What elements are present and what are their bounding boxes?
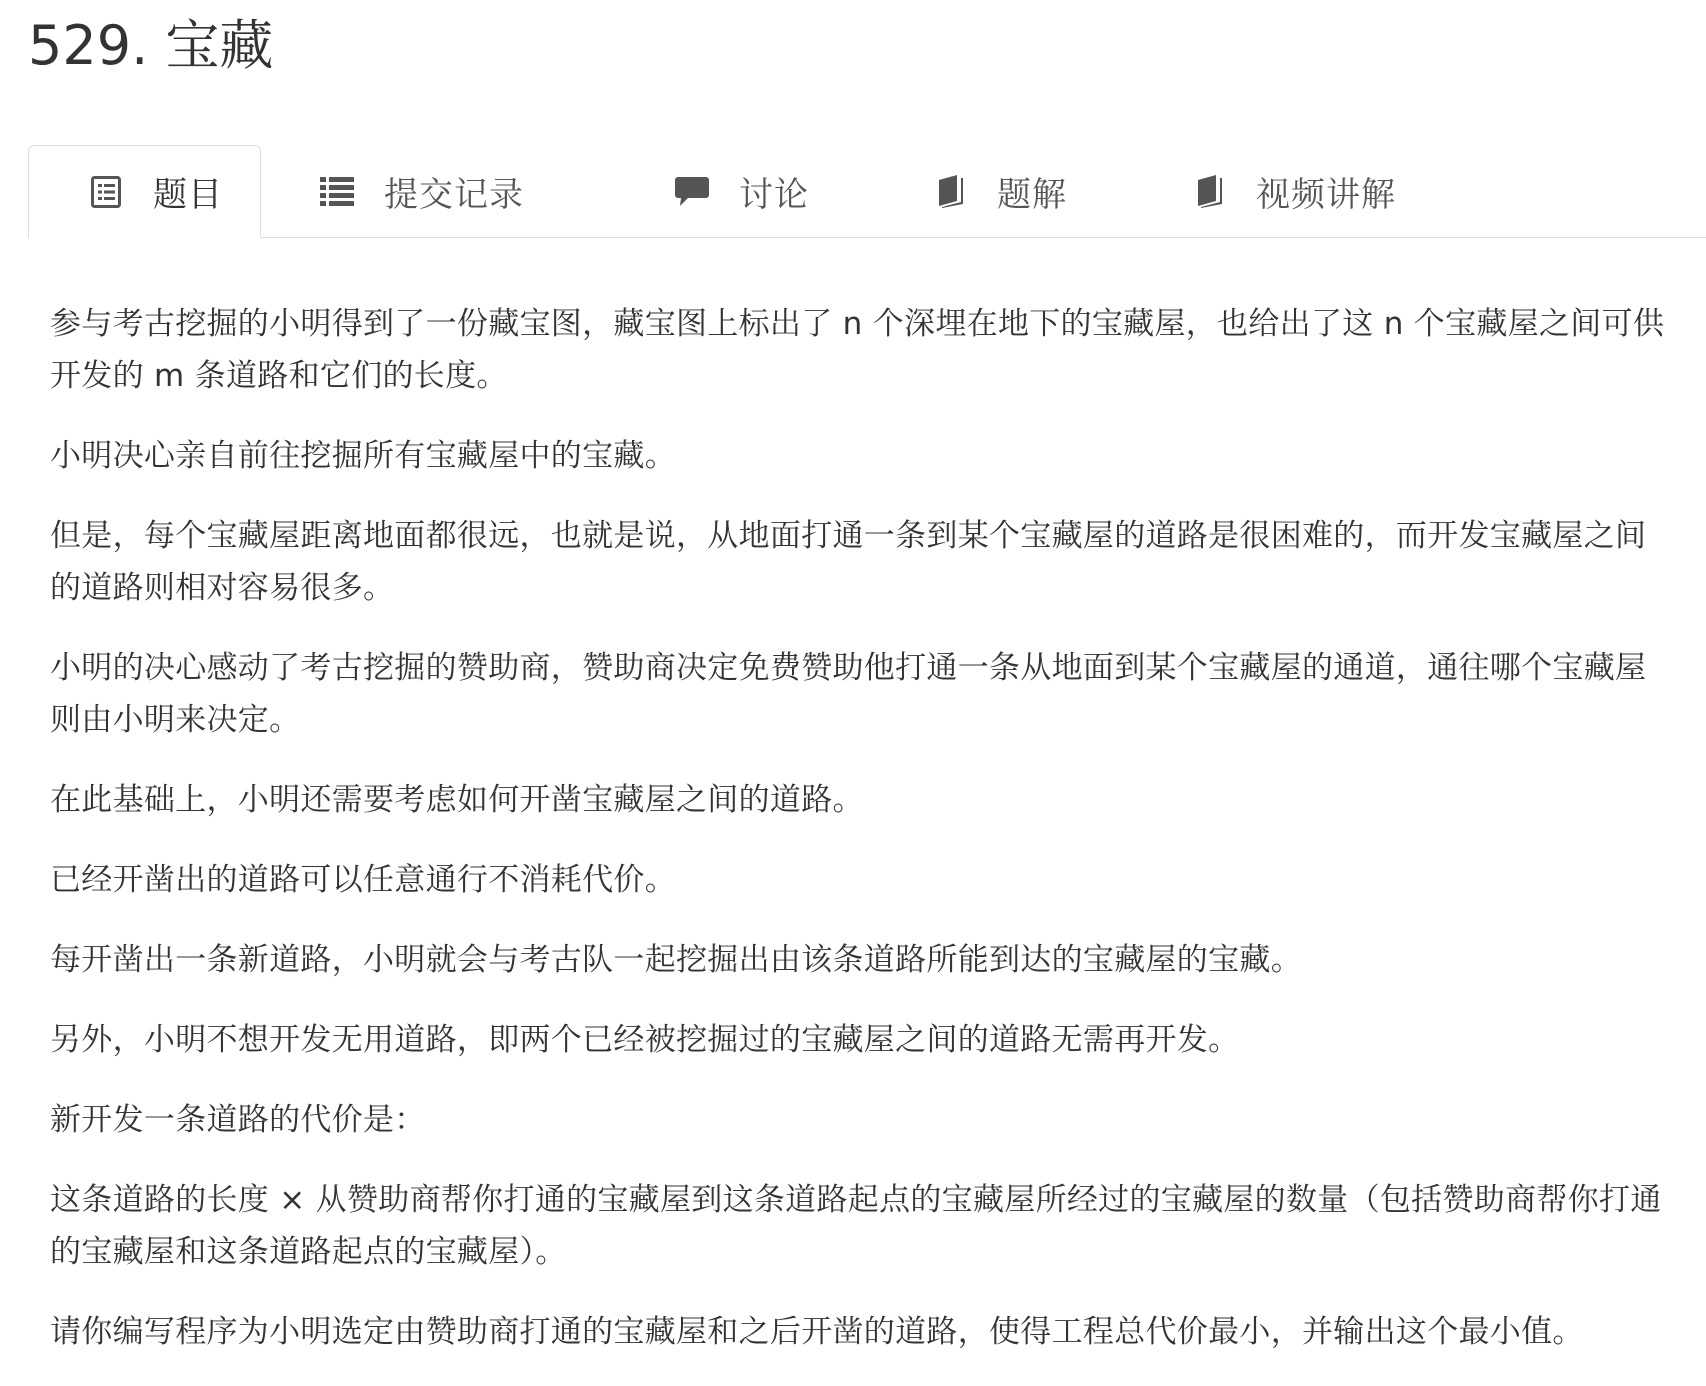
problem-paragraph: 在此基础上，小明还需要考虑如何开凿宝藏屋之间的道路。 <box>50 782 864 818</box>
book-icon <box>931 172 969 210</box>
problem-paragraph: 已经开凿出的道路可以任意通行不消耗代价。 <box>50 862 676 898</box>
document-list-icon <box>87 173 125 211</box>
book-icon <box>1190 172 1228 210</box>
problem-paragraph: 请你编写程序为小明选定由赞助商打通的宝藏屋和之后开凿的道路，使得工程总代价最小，并输出这个最小值。 <box>50 1314 1584 1350</box>
list-icon <box>318 172 356 210</box>
tab-bar <box>28 145 1706 238</box>
tab-label: 讨论 <box>739 174 809 215</box>
tab-label: 题解 <box>997 174 1067 215</box>
tab-discussion[interactable] <box>673 145 809 237</box>
tab-label: 视频讲解 <box>1256 174 1396 215</box>
problem-description <box>50 298 1670 1386</box>
problem-paragraph: 新开发一条道路的代价是： <box>50 1102 426 1138</box>
problem-paragraph: 另外，小明不想开发无用道路，即两个已经被挖掘过的宝藏屋之间的道路无需再开发。 <box>50 1022 1240 1058</box>
tab-label: 提交记录 <box>384 174 524 215</box>
problem-paragraph: 每开凿出一条新道路，小明就会与考古队一起挖掘出由该条道路所能到达的宝藏屋的宝藏。 <box>50 942 1302 978</box>
comment-icon <box>673 172 711 210</box>
page-title: 529. 宝藏 <box>28 14 274 77</box>
tab-solutions[interactable] <box>931 145 1067 237</box>
problem-paragraph: 参与考古挖掘的小明得到了一份藏宝图，藏宝图上标出了 n 个深埋在地下的宝藏屋，也给出了这 n 个宝藏屋之间可供开发的 m 条道路和它们的长度。 <box>50 306 1665 394</box>
problem-paragraph: 但是，每个宝藏屋距离地面都很远，也就是说，从地面打通一条到某个宝藏屋的道路是很困难的，而开发宝藏屋之间的道路则相对容易很多。 <box>50 518 1647 606</box>
problem-paragraph: 小明决心亲自前往挖掘所有宝藏屋中的宝藏。 <box>50 438 676 474</box>
tab-problem[interactable] <box>28 145 261 238</box>
tab-label: 题目 <box>153 175 223 215</box>
tab-video-explanation[interactable] <box>1190 145 1396 237</box>
problem-paragraph: 这条道路的长度 × 从赞助商帮你打通的宝藏屋到这条道路起点的宝藏屋所经过的宝藏屋的数量（包括赞助商帮你打通的宝藏屋和这条道路起点的宝藏屋）。 <box>50 1182 1662 1270</box>
problem-paragraph: 小明的决心感动了考古挖掘的赞助商，赞助商决定免费赞助他打通一条从地面到某个宝藏屋的通道，通往哪个宝藏屋则由小明来决定。 <box>50 650 1647 738</box>
tab-submissions[interactable] <box>318 145 524 237</box>
